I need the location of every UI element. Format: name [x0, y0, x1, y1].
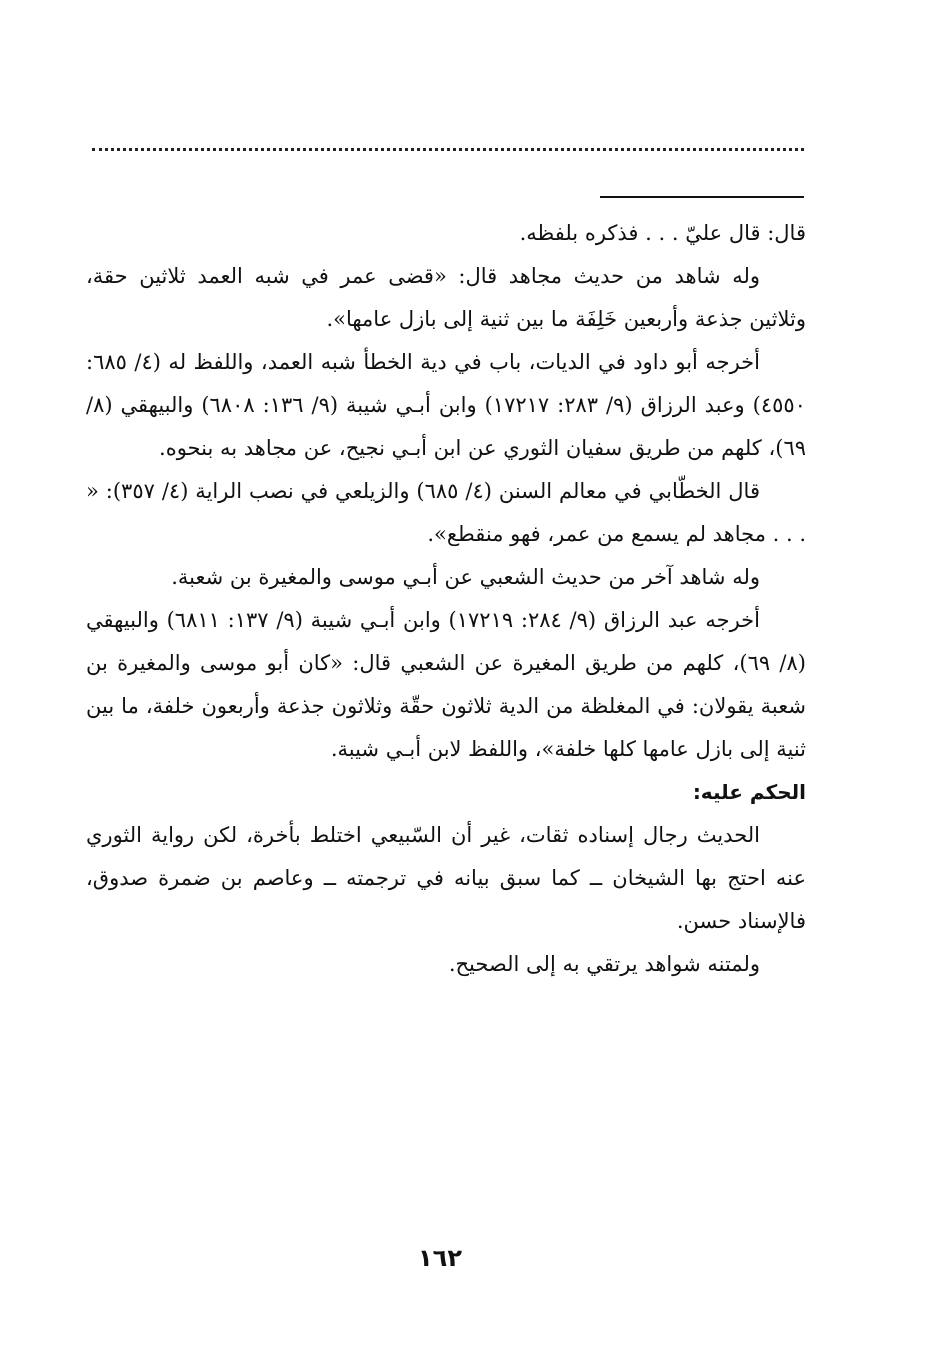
paragraph-shabi-witness: وله شاهد آخر من حديث الشعبي عن أبـي موسى والمغيرة بن شعبة. [171, 565, 760, 589]
section-heading-ruling: الحكم عليه: [692, 780, 806, 804]
footnote-continuation: قال: قال عليّ . . . فذكره بلفظه. [519, 221, 806, 245]
paragraph-conclusion: ولمتنه شواهد يرتقي به إلى الصحيح. [448, 952, 760, 976]
footnote-rule [600, 196, 804, 198]
paragraph-abdurrazzaq-takhrij: أخرجه عبد الرزاق (٩/ ٢٨٤: ١٧٢١٩) وابن أبـي شيبة (٩/ ١٣٧: ٦٨١١) والبيهقي (٨/ ٦٩)، كلهم من طريق المغيرة عن الشعبي قال: «كان أبو موسى والمغيرة بن شعبة يقولان: في المغلظة من الدية ثلاثون حقّة وثلاثون جذعة وأربعون خلفة، ما بين ثنية إلى بازل عامها كلها خلفة»، واللفظ لابن أبـي شيبة. [86, 608, 806, 761]
paragraph-mujahid-witness: وله شاهد من حديث مجاهد قال: «قضى عمر في شبه العمد ثلاثين حقة، وثلاثين جذعة وأربعين خَلِفَة ما بين ثنية إلى بازل عامها». [86, 264, 806, 331]
page-number: ١٦٢ [418, 1244, 462, 1272]
paragraph-abu-dawud-takhrij: أخرجه أبو داود في الديات، باب في دية الخطأ شبه العمد، واللفظ له (٤/ ٦٨٥: ٤٥٥٠) وعبد الرزاق (٩/ ٢٨٣: ١٧٢١٧) وابن أبـي شيبة (٩/ ١٣٦: ٦٨٠٨) والبيهقي (٨/ ٦٩)، كلهم من طريق سفيان الثوري عن ابن أبـي نجيح، عن مجاهد به بنحوه. [86, 350, 806, 460]
page-text [86, 212, 806, 986]
dotted-separator [92, 148, 804, 151]
paragraph-ruling: الحديث رجال إسناده ثقات، غير أن السّبيعي اختلط بأخرة، لكن رواية الثوري عنه احتج بها الشيخان ــ كما سبق بيانه في ترجمته ــ وعاصم بن ضمرة صدوق، فالإسناد حسن. [86, 823, 806, 933]
paragraph-khattabi-comment: قال الخطّابي في معالم السنن (٤/ ٦٨٥) والزيلعي في نصب الراية (٤/ ٣٥٧): « . . . مجاهد لم يسمع من عمر، فهو منقطع». [86, 479, 806, 546]
